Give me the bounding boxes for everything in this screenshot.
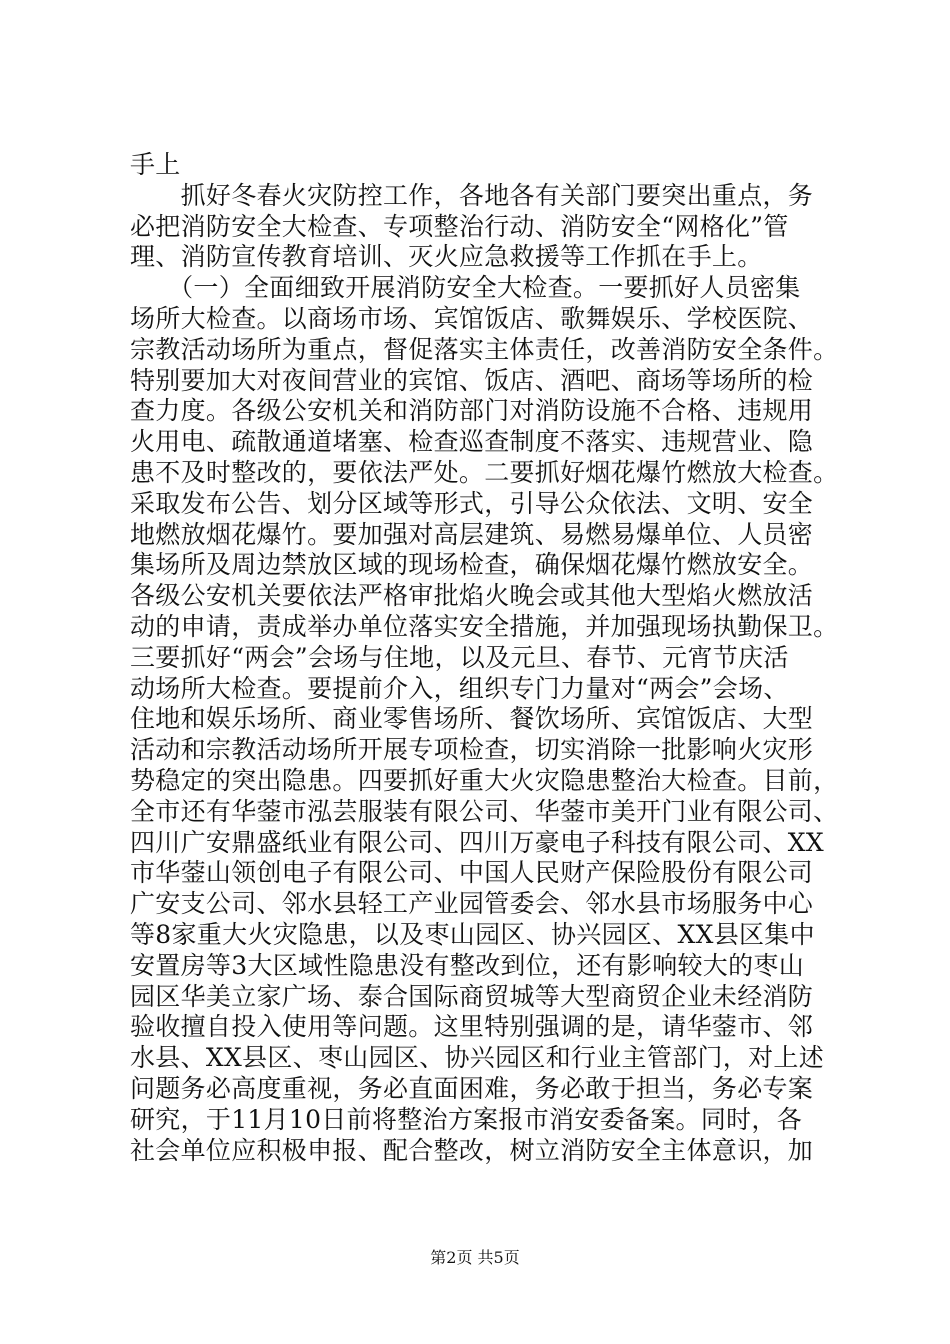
- text-line: 抓好冬春火灾防控工作，各地各有关部门要突出重点，务: [130, 180, 814, 210]
- text-line: 各级公安机关要依法严格审批焰火晚会或其他大型焰火燃放活: [130, 581, 814, 611]
- text-line: 住地和娱乐场所、商业零售场所、餐饮场所、宾馆饭店、大型: [130, 704, 814, 734]
- text-line: 必把消防安全大检查、专项整治行动、消防安全“网格化”管: [130, 211, 789, 241]
- body-text: [130, 150, 839, 1166]
- text-line: 采取发布公告、划分区域等形式，引导公众依法、文明、安全: [130, 488, 814, 518]
- text-line: 社会单位应积极申报、配合整改，树立消防安全主体意识，加: [130, 1135, 814, 1165]
- text-line: 宗教活动场所为重点，督促落实主体责任，改善消防安全条件。: [130, 334, 839, 364]
- text-line: 水县、XX县区、枣山园区、协兴园区和行业主管部门，对上述: [130, 1043, 824, 1073]
- text-line: 四川广安鼎盛纸业有限公司、四川万豪电子科技有限公司、XX: [130, 827, 824, 857]
- text-line: 患不及时整改的，要依法严处。二要抓好烟花爆竹燃放大检查。: [130, 457, 839, 487]
- text-line: 火用电、疏散通道堵塞、检查巡查制度不落实、违规营业、隐: [130, 427, 814, 457]
- text-line: 研究，于11月10日前将整治方案报市消安委备案。同时，各: [130, 1104, 803, 1134]
- text-line: 场所大检查。以商场市场、宾馆饭店、歌舞娱乐、学校医院、: [130, 303, 814, 333]
- text-line: 活动和宗教活动场所开展专项检查，切实消除一批影响火灾形: [130, 735, 814, 765]
- text-line: 理、消防宣传教育培训、灭火应急救援等工作抓在手上。: [130, 242, 763, 272]
- text-line: 特别要加大对夜间营业的宾馆、饭店、酒吧、商场等场所的检: [130, 365, 814, 395]
- text-line: 广安支公司、邻水县轻工产业园管委会、邻水县市场服务中心: [130, 889, 814, 919]
- text-line: 安置房等3大区域性隐患没有整改到位，还有影响较大的枣山: [130, 950, 805, 980]
- text-line: 全市还有华蓥市泓芸服装有限公司、华蓥市美开门业有限公司、: [130, 796, 839, 826]
- text-line: 市华蓥山领创电子有限公司、中国人民财产保险股份有限公司: [130, 858, 814, 888]
- text-line: 查力度。各级公安机关和消防部门对消防设施不合格、违规用: [130, 396, 814, 426]
- text-line: 动的申请，责成举办单位落实安全措施，并加强现场执勤保卫。: [130, 611, 839, 641]
- text-line: 等8家重大火灾隐患，以及枣山园区、协兴园区、XX县区集中: [130, 919, 815, 949]
- text-line: 地燃放烟花爆竹。要加强对高层建筑、易燃易爆单位、人员密: [130, 519, 814, 549]
- text-line: 问题务必高度重视，务必直面困难，务必敢于担当，务必专案: [130, 1073, 814, 1103]
- text-line: 手上: [130, 150, 181, 179]
- text-line: 三要抓好“两会”会场与住地，以及元旦、春节、元宵节庆活: [130, 642, 789, 672]
- text-line: 验收擅自投入使用等问题。这里特别强调的是，请华蓥市、邻: [130, 1012, 814, 1042]
- text-line: 园区华美立家广场、泰合国际商贸城等大型商贸企业未经消防: [130, 981, 814, 1011]
- text-line: （一）全面细致开展消防安全大检查。一要抓好人员密集: [130, 273, 801, 303]
- text-line: 势稳定的突出隐患。四要抓好重大火灾隐患整治大检查。目前，: [130, 765, 839, 795]
- page-number-footer: 第2页 共5页: [430, 1248, 520, 1267]
- text-line: 集场所及周边禁放区域的现场检查，确保烟花爆竹燃放安全。: [130, 550, 814, 580]
- text-line: 动场所大检查。要提前介入，组织专门力量对“两会”会场、: [130, 673, 789, 703]
